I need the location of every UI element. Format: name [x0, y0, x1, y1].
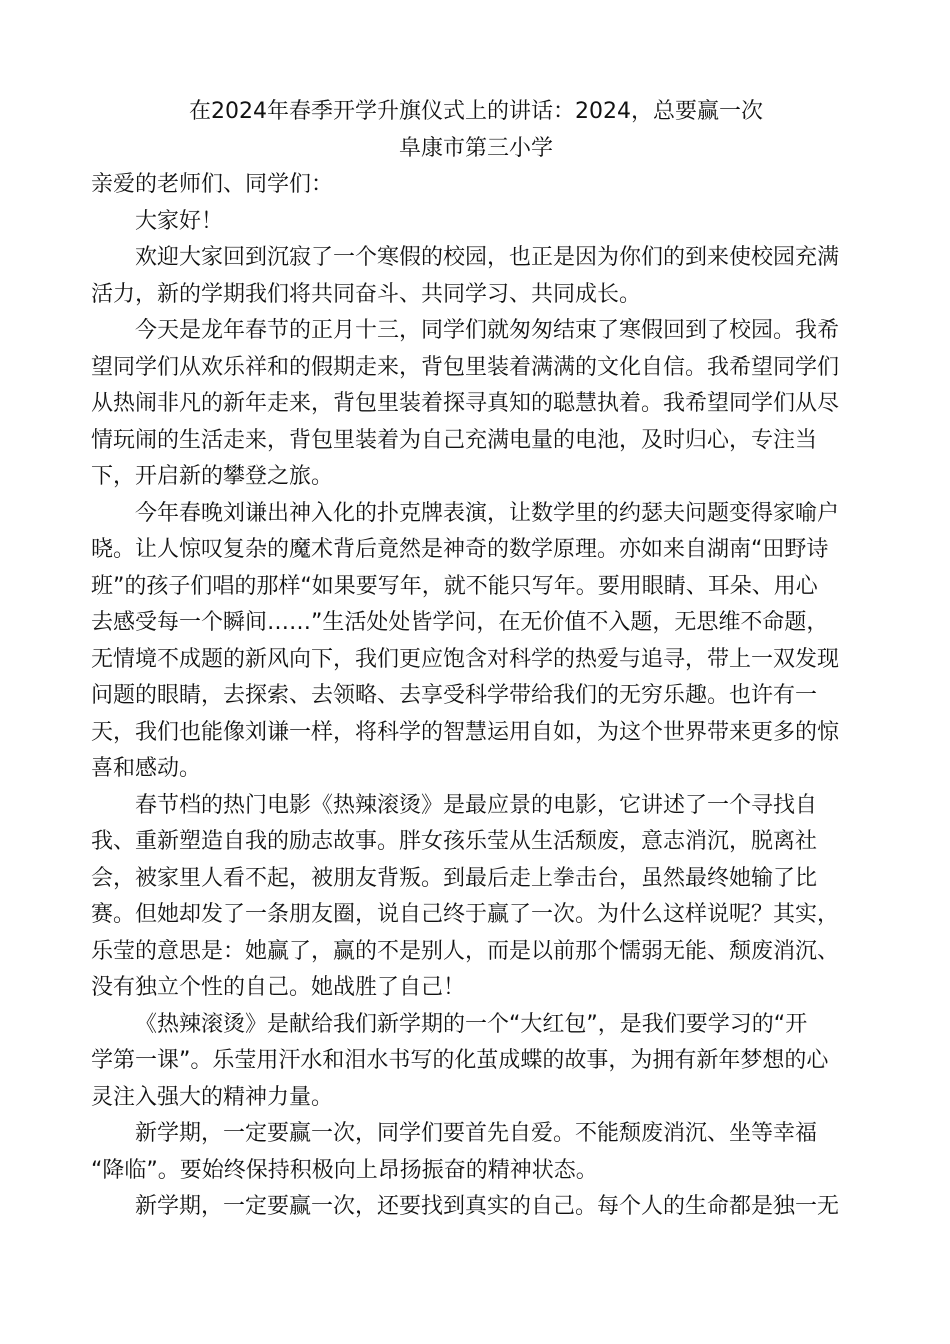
salutation: 亲爱的老师们、同学们： [91, 172, 334, 197]
body-line: 晓。让人惊叹复杂的魔术背后竟然是神奇的数学原理。亦如来自湖南“田野诗 [91, 537, 829, 562]
body-line: 班”的孩子们唱的那样“如果要写年，就不能只写年。要用眼睛、耳朵、用心 [91, 573, 818, 599]
body-line: 今年春晚刘谦出神入化的扑克牌表演，让数学里的约瑟夫问题变得家喻户 [135, 500, 840, 526]
body-line: 我、重新塑造自我的励志故事。胖女孩乐莹从生活颓废，意志消沉，脱离社 [91, 829, 818, 854]
body-line: 情玩闹的生活走来，背包里装着为自己充满电量的电池，及时归心，专注当 [91, 427, 818, 453]
body-line: 下，开启新的攀登之旅。 [91, 464, 334, 489]
body-line: 去感受每一个瞬间……”生活处处皆学问，在无价值不入题，无思维不命题， [91, 610, 829, 635]
document-page [91, 94, 861, 1226]
body-line: 从热闹非凡的新年走来，背包里装着探寻真知的聪慧执着。我希望同学们从尽 [91, 391, 840, 416]
body-line: 喜和感动。 [91, 756, 202, 781]
body-line: 大家好！ [135, 208, 224, 234]
body-line: 赛。但她却发了一条朋友圈，说自己终于赢了一次。为什么这样说呢？其实， [91, 902, 840, 927]
body-line: 春节档的热门电影《热辣滚烫》是最应景的电影，它讲述了一个寻找自 [135, 792, 818, 818]
body-line: 望同学们从欢乐祥和的假期走来，背包里装着满满的文化自信。我希望同学们 [91, 354, 840, 380]
body-line: 会，被家里人看不起，被朋友背叛。到最后走上拳击台，虽然最终她输了比 [91, 865, 818, 891]
document-organization: 阜康市第三小学 [398, 135, 553, 161]
body-line: 没有独立个性的自己。她战胜了自己！ [91, 975, 466, 1000]
body-line: 新学期，一定要赢一次，同学们要首先自爱。不能颓废消沉、坐等幸福 [135, 1121, 818, 1146]
body-line: 今天是龙年春节的正月十三，同学们就匆匆结束了寒假回到了校园。我希 [135, 318, 840, 343]
body-line: 天，我们也能像刘谦一样，将科学的智慧运用自如，为这个世界带来更多的惊 [91, 719, 840, 745]
body-line: 学第一课”。乐莹用汗水和泪水书写的化茧成蝶的故事，为拥有新年梦想的心 [91, 1048, 829, 1073]
document-title: 在2024年春季开学升旗仪式上的讲话：2024，总要赢一次 [189, 99, 763, 124]
body-line: 欢迎大家回到沉寂了一个寒假的校园，也正是因为你们的到来使校园充满 [135, 245, 840, 270]
body-line: 无情境不成题的新风向下，我们更应饱含对科学的热爱与追寻，带上一双发现 [91, 646, 840, 672]
body-line: 问题的眼睛，去探索、去领略、去享受科学带给我们的无穷乐趣。也许有一 [91, 683, 818, 708]
body-line: 乐莹的意思是：她赢了，赢的不是别人，而是以前那个懦弱无能、颓废消沉、 [91, 938, 840, 964]
body-line: 《热辣滚烫》是献给我们新学期的一个“大红包”，是我们要学习的“开 [135, 1011, 808, 1037]
body-line: 新学期，一定要赢一次，还要找到真实的自己。每个人的生命都是独一无 [135, 1194, 840, 1219]
body-line: 灵注入强大的精神力量。 [91, 1084, 334, 1110]
body-line: “降临”。要始终保持积极向上昂扬振奋的精神状态。 [91, 1157, 598, 1183]
body-line: 活力，新的学期我们将共同奋斗、共同学习、共同成长。 [91, 281, 642, 307]
